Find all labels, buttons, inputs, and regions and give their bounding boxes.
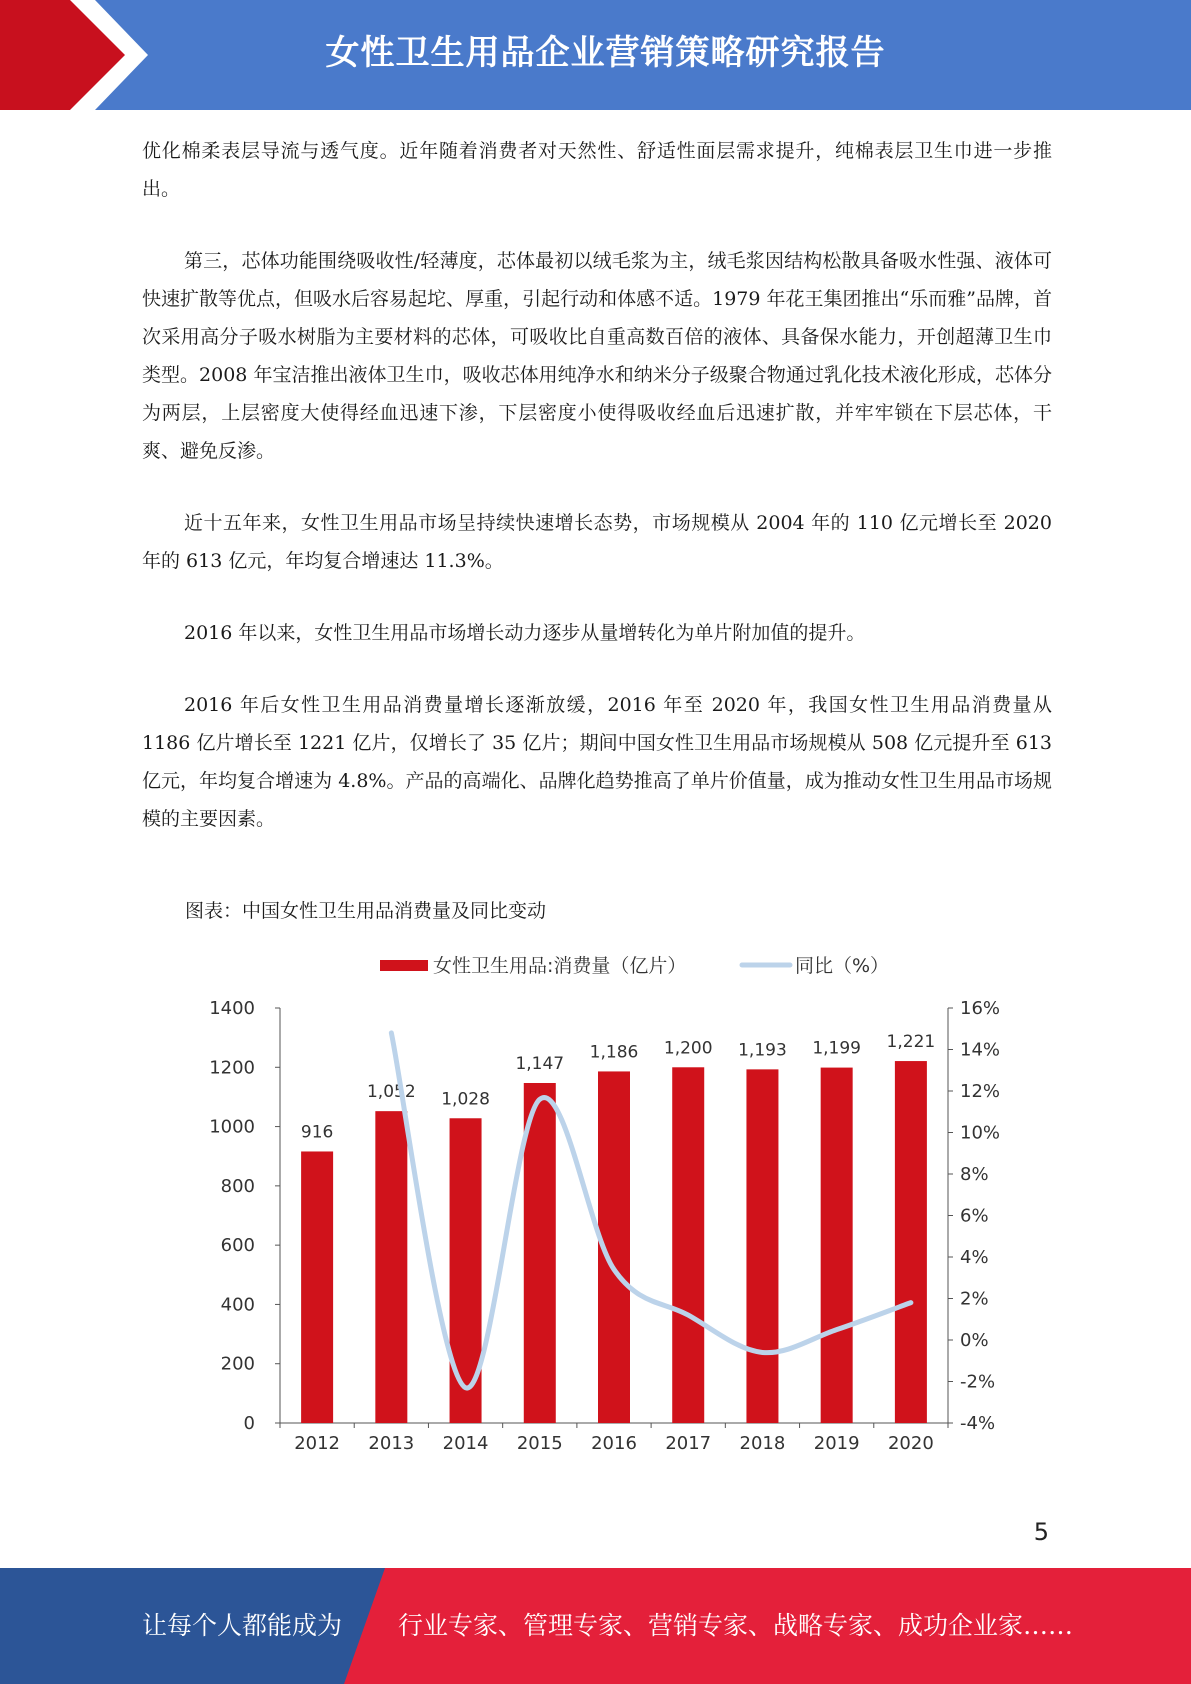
report-title: 女性卫生用品企业营销策略研究报告 — [325, 33, 886, 73]
bar-value-label: 1,028 — [441, 1089, 490, 1110]
consumption-bar — [524, 1083, 556, 1423]
right-tick-label: 12% — [960, 1081, 1001, 1102]
consumption-bar — [821, 1068, 853, 1423]
bar-value-label: 1,186 — [589, 1042, 639, 1063]
paragraph-5: 2016 年后女性卫生用品消费量增长逐渐放缓，2016 年至 2020 年，我国女性卫生用品消费量从 1186 亿片增长至 1221 亿片，仅增长了 35 亿片；期间中国女性卫生用品市场规模从 508 亿元提升至 613 亿元，年均复合增速为 4.8%。产品的高端化、品牌化趋势推高了单片价值量，成为推动女性卫生用品市场规模的主要因素。 — [142, 694, 1052, 830]
page-number: 5 — [1033, 1518, 1049, 1546]
page-footer — [0, 1568, 1191, 1684]
legend-line-label: 同比（%） — [795, 955, 890, 977]
right-tick-label: 16% — [960, 998, 1001, 1019]
consumption-chart — [180, 938, 1100, 1468]
x-tick-label: 2020 — [887, 1433, 934, 1454]
body-text — [142, 132, 1052, 872]
right-tick-label: -4% — [960, 1413, 996, 1434]
footer-slogan-right: 行业专家、管理专家、营销专家、战略专家、成功企业家…… — [398, 1611, 1074, 1640]
right-tick-label: 10% — [960, 1122, 1001, 1144]
left-tick-label: 400 — [220, 1294, 255, 1316]
paragraph-2: 第三，芯体功能围绕吸收性/轻薄度，芯体最初以绒毛浆为主，绒毛浆因结构松散具备吸水性强、液体可快速扩散等优点，但吸水后容易起坨、厚重，引起行动和体感不适。1979 年花王集团推出“乐而雅”品牌，首次采用高分子吸水树脂为主要材料的芯体，可吸收比自重高数百倍的液体、具备保水能力，开创超薄卫生巾类型。2008 年宝洁推出液体卫生巾，吸收芯体用纯净水和纳米分子级聚合物通过乳化技术液化形成，芯体分为两层，上层密度大使得经血迅速下渗，下层密度小使得吸收经血后迅速扩散，并牢牢锁在下层芯体，干爽、避免反渗。 — [142, 250, 1052, 462]
bar-value-label: 1,199 — [812, 1038, 862, 1059]
chart-caption: 图表：中国女性卫生用品消费量及同比变动 — [185, 900, 547, 922]
x-tick-label: 2016 — [591, 1433, 637, 1454]
left-tick-label: 800 — [220, 1175, 255, 1197]
paragraph-3: 近十五年来，女性卫生用品市场呈持续快速增长态势，市场规模从 2004 年的 110 亿元增长至 2020 年的 613 亿元，年均复合增速达 11.3%。 — [142, 512, 1052, 572]
right-tick-label: 0% — [960, 1330, 989, 1351]
right-tick-label: 4% — [960, 1247, 989, 1268]
legend-bar-swatch — [380, 960, 428, 971]
chart-legend — [380, 955, 889, 977]
x-tick-label: 2017 — [665, 1433, 712, 1454]
consumption-bar — [746, 1069, 778, 1423]
x-tick-label: 2013 — [368, 1433, 415, 1454]
bar-value-label: 1,052 — [366, 1082, 416, 1103]
left-tick-label: 200 — [220, 1353, 255, 1375]
bar-value-label: 1,200 — [663, 1038, 713, 1059]
bar-value-label: 1,221 — [886, 1032, 936, 1053]
consumption-bar — [301, 1151, 333, 1423]
left-tick-label: 1000 — [209, 1116, 255, 1138]
chart-svg — [180, 938, 1100, 1468]
bar-value-label: 916 — [300, 1122, 334, 1143]
legend-bar-label: 女性卫生用品:消费量（亿片） — [433, 955, 687, 977]
right-tick-label: -2% — [960, 1371, 996, 1393]
left-tick-label: 1400 — [209, 998, 255, 1019]
left-tick-label: 0 — [243, 1413, 255, 1434]
paragraph-4: 2016 年以来，女性卫生用品市场增长动力逐步从量增转化为单片附加值的提升。 — [184, 622, 866, 644]
bar-value-label: 1,193 — [738, 1040, 787, 1061]
x-tick-label: 2019 — [813, 1433, 860, 1454]
consumption-bar — [375, 1111, 407, 1423]
x-tick-label: 2012 — [294, 1433, 341, 1454]
right-tick-label: 6% — [960, 1205, 989, 1227]
right-tick-label: 14% — [960, 1039, 1001, 1061]
bar-value-label: 1,147 — [515, 1053, 565, 1074]
right-tick-label: 8% — [960, 1164, 989, 1185]
page-header — [0, 0, 1191, 110]
footer-slogan-left: 让每个人都能成为 — [142, 1611, 343, 1640]
chart-bars — [301, 1061, 927, 1423]
consumption-bar — [672, 1067, 704, 1423]
x-tick-label: 2018 — [739, 1433, 786, 1454]
left-tick-label: 1200 — [209, 1057, 255, 1079]
x-tick-label: 2014 — [442, 1433, 489, 1454]
x-tick-label: 2015 — [516, 1433, 563, 1454]
paragraph-1: 优化棉柔表层导流与透气度。近年随着消费者对天然性、舒适性面层需求提升，纯棉表层卫生巾进一步推出。 — [142, 140, 1052, 200]
consumption-bar — [895, 1061, 927, 1423]
right-tick-label: 2% — [960, 1288, 989, 1310]
left-tick-label: 600 — [220, 1235, 255, 1257]
